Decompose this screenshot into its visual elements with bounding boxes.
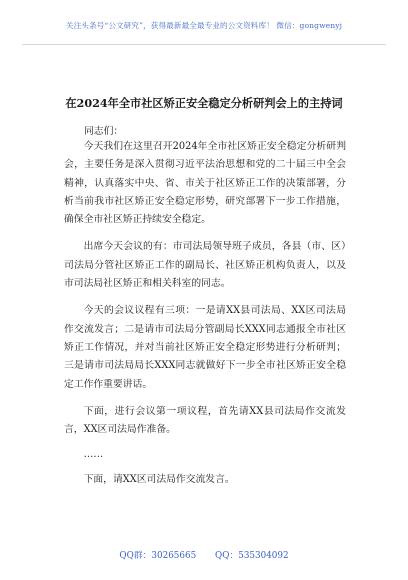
footer-qq: QQ：535304092 [215, 551, 289, 561]
paragraph: 今天的会议议程有三项：一是请XX县司法局、XX区司法局作交流发言；二是请市司法局分管副局长XXX同志通报全市社区矫正工作情况，并对当前社区矫正安全稳定形势进行分析研判；三是请市司法局局长XXX同志就做好下一步全市社区矫正安全稳定工作作重要讲话。 [64, 305, 346, 390]
document-body [64, 138, 346, 499]
paragraph: 下面，进行会议第一项议程，首先请XX县司法局作交流发言，XX区司法局作准备。 [64, 405, 346, 436]
document-title: 在2024年全市社区矫正安全稳定分析研判会上的主持词 [65, 96, 343, 110]
header-banner: 关注头条号“公文研究”，获得最新最全最专业的公文资料库！ 微信：gongwenyj [65, 21, 343, 30]
salutation: 同志们： [84, 126, 124, 137]
paragraph: 出席今天会议的有：市司法局领导班子成员，各县（市、区）司法局分管社区矫正工作的副局长、社区矫正机构负责人，以及市司法局社区矫正和相关科室的同志。 [64, 241, 346, 290]
paragraph-ellipsis: …… [83, 449, 104, 461]
footer-contacts [0, 548, 408, 561]
footer-qq-group: QQ群：30265665 [119, 551, 197, 561]
paragraph: 下面，请XX区司法局作交流发言。 [83, 474, 235, 486]
paragraph: 今天我们在这里召开2024年全市社区矫正安全稳定分析研判会，主要任务是深入贯彻习近平法治思想和党的二十届三中全会精神，认真落实中央、省、市关于社区矫正工作的决策部署，分析当前我市社区矫正安全稳定形势，研究部署下一步工作措施，确保全市社区矫正持续安全稳定。 [64, 141, 346, 226]
header-divider [22, 44, 386, 45]
